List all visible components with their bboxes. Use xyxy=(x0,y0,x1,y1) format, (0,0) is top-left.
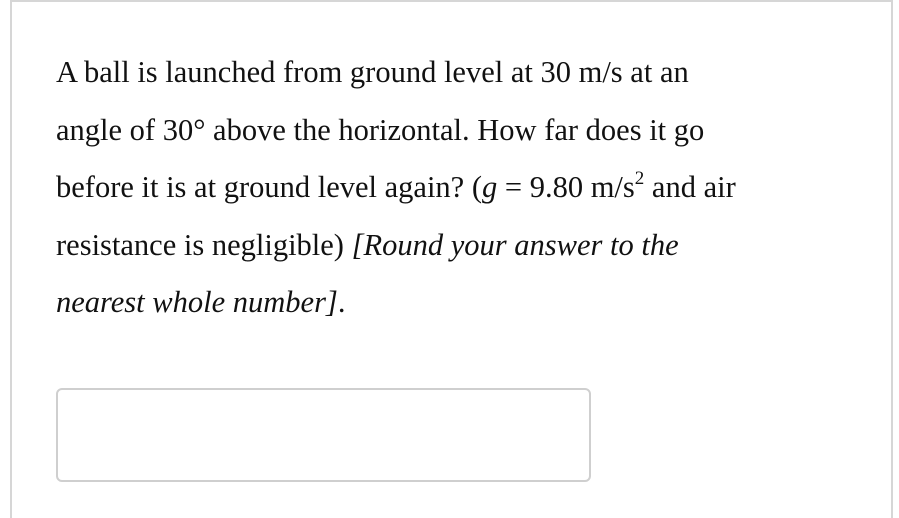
question-line-4-plain: resistance is negligible) xyxy=(56,227,352,262)
question-period: . xyxy=(337,285,346,319)
question-line-3-suffix: and air xyxy=(644,170,736,204)
question-line-2: angle of 30° above the horizontal. How far does it go xyxy=(56,112,705,147)
answer-input[interactable] xyxy=(56,388,591,482)
rounding-instruction-end: nearest whole number] xyxy=(56,285,338,319)
question-line-3-prefix: before it is at ground level again? ( xyxy=(56,170,482,204)
gravity-value: = 9.80 m/s xyxy=(497,170,635,204)
gravity-exponent: 2 xyxy=(634,167,645,189)
gravity-symbol: g xyxy=(482,170,498,204)
rounding-instruction-start: [Round your answer to the xyxy=(351,227,679,262)
question-line-1: A ball is launched from ground level at 30 m/s at an xyxy=(56,55,689,89)
question-text xyxy=(56,44,856,332)
